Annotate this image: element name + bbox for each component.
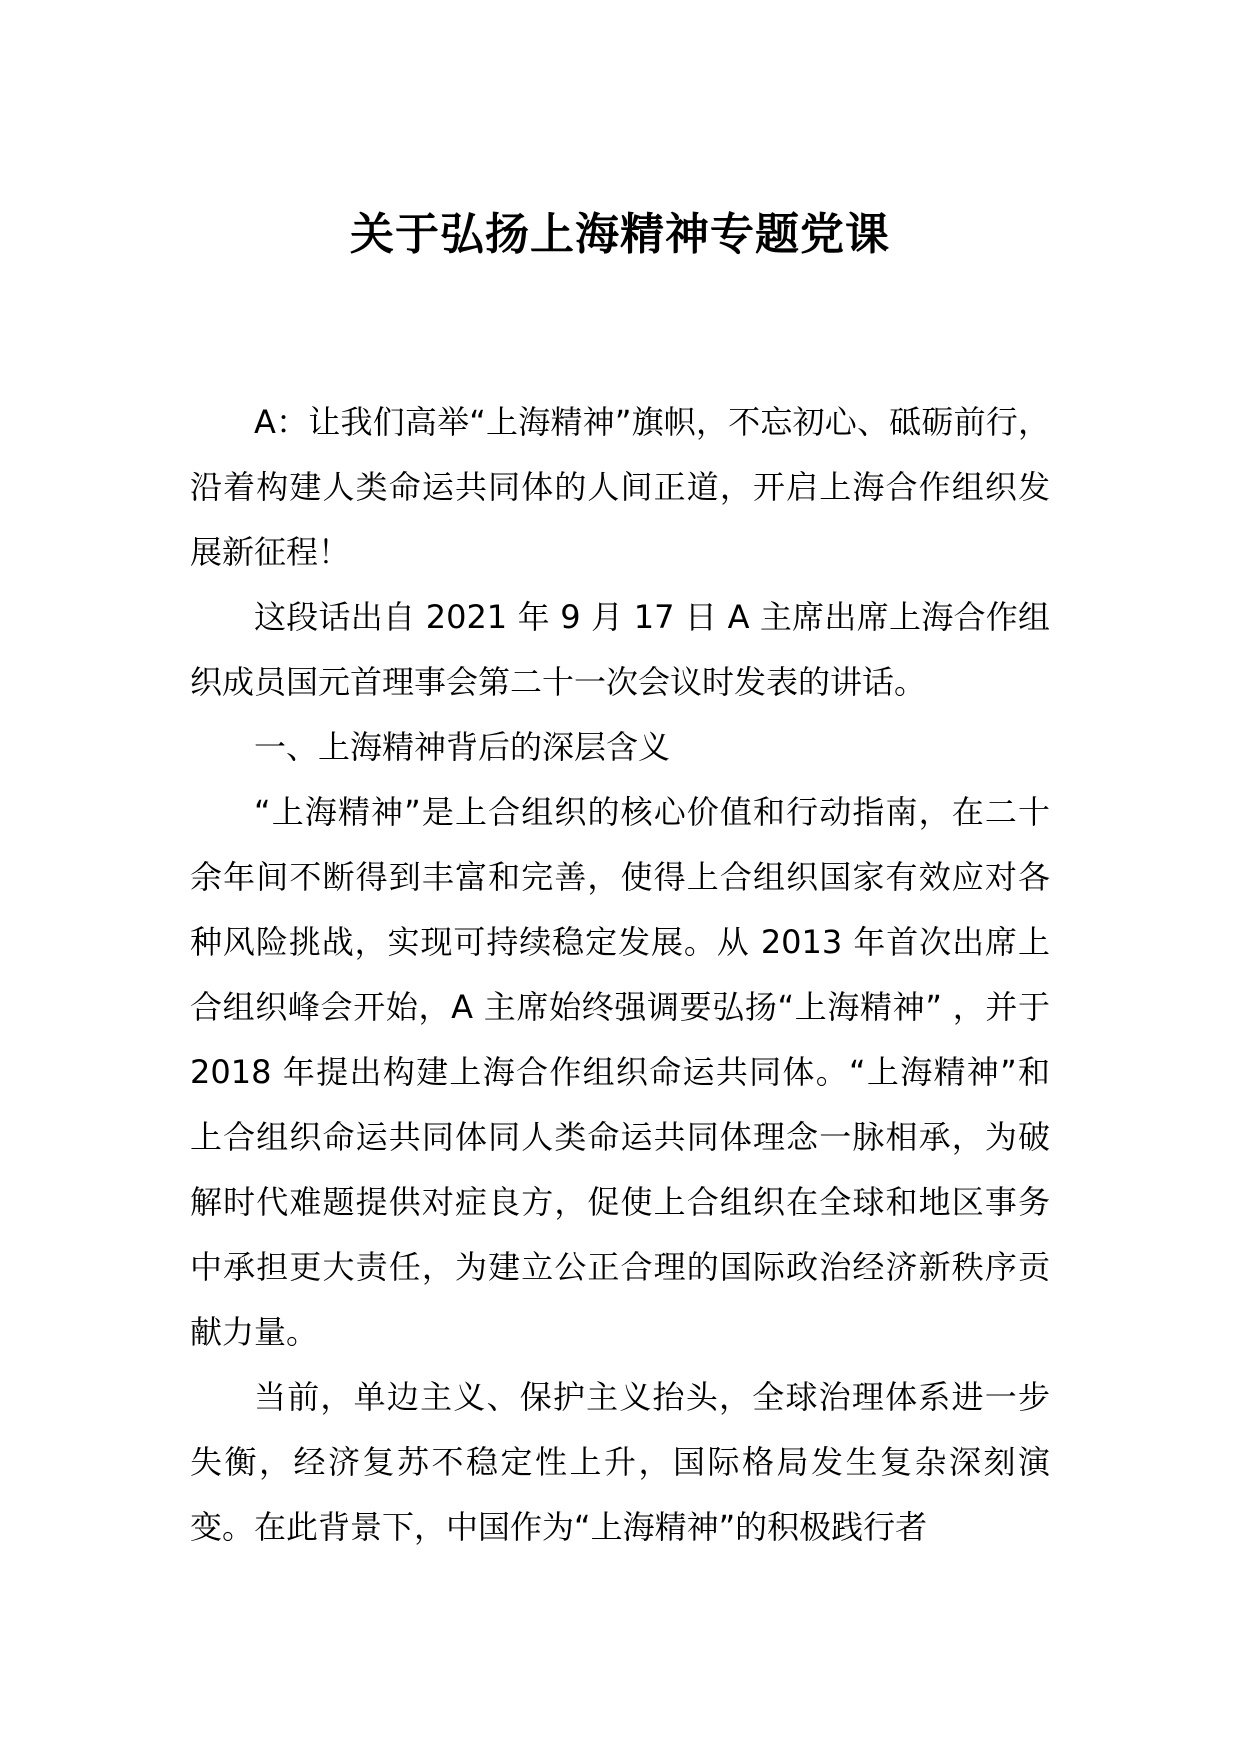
paragraph-current-situation: 当前，单边主义、保护主义抬头，全球治理体系进一步失衡，经济复苏不稳定性上升，国际格局发生复杂深刻演变。在此背景下，中国作为“上海精神”的积极践行者 — [190, 1378, 1050, 1546]
document-title: 关于弘扬上海精神专题党课 — [350, 209, 890, 260]
paragraph-intro-quote: A：让我们高举“上海精神”旗帜，不忘初心、砥砺前行，沿着构建人类命运共同体的人间正道，开启上海合作组织发展新征程！ — [190, 403, 1050, 571]
paragraph-source: 这段话出自 2021 年 9 月 17 日 A 主席出席上海合作组织成员国元首理事会第二十一次会议时发表的讲话。 — [190, 598, 1050, 701]
paragraph-meaning: “上海精神”是上合组织的核心价值和行动指南，在二十余年间不断得到丰富和完善，使得上合组织国家有效应对各种风险挑战，实现可持续稳定发展。从 2013 年首次出席上合组织峰会开始，A 主席始终强调要弘扬“上海精神” ，并于 2018 年提出构建上海合作组织命运共同体。“上海精神”和上合组织命运共同体同人类命运共同体理念一脉相承，为破解时代难题提供对症良方，促使上合组织在全球和地区事务中承担更大责任，为建立公正合理的国际政治经济新秩序贡献力量。 — [190, 793, 1050, 1351]
document-body — [190, 390, 1050, 1560]
section-heading: 一、上海精神背后的深层含义 — [254, 728, 671, 766]
